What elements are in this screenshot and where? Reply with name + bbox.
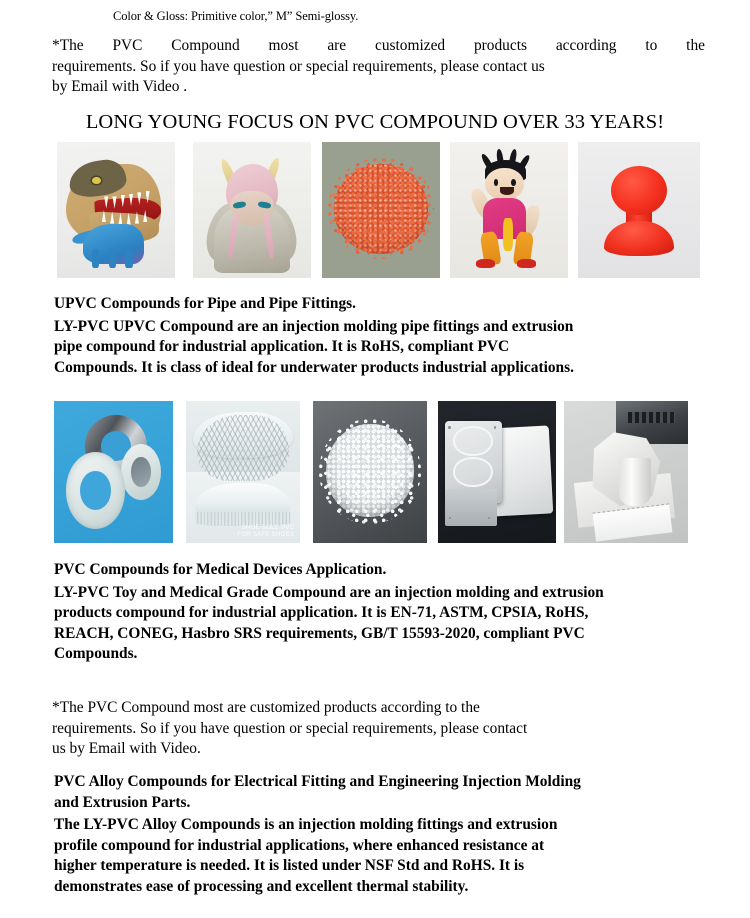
bottom-note-line-1: *The PVC Compound most are customized products according to the <box>52 699 480 716</box>
alloy-section <box>54 772 704 897</box>
medical-line-4: Compounds. <box>54 645 138 662</box>
photo-boy-cartoon-figurine <box>450 142 568 278</box>
photo-winged-figurine-toy <box>193 142 311 278</box>
alloy-heading-line-2: and Extrusion Parts. <box>54 793 191 811</box>
photo-t-rex-dinosaur-toy <box>57 142 175 278</box>
upvc-section <box>54 294 704 378</box>
alloy-heading-line-1: PVC Alloy Compounds for Electrical Fitting and Engineering Injection Molding <box>54 773 581 790</box>
photo-red-rubber-knob <box>578 142 700 278</box>
bottom-note-line-2: requirements. So if you have question or special requirements, please contact <box>52 719 528 737</box>
medical-line-3: REACH, CONEG, Hasbro SRS requirements, GB/T 15593-2020, compliant PVC <box>54 624 585 642</box>
top-note-line-1: *The PVC Compound most are customized products according to the <box>52 37 705 54</box>
photo-orange-pvc-pellets <box>322 142 440 278</box>
medical-line-2: products compound for industrial application. It is EN-71, ASTM, CPSIA, RoHS, <box>54 604 589 621</box>
top-note-line-2: requirements. So if you have question or special requirements, please contact us <box>52 57 545 75</box>
alloy-line-2: profile compound for industrial applications, where enhanced resistance at <box>54 836 545 854</box>
upvc-heading: UPVC Compounds for Pipe and Pipe Fittings. <box>54 295 357 312</box>
medical-line-1: LY-PVC Toy and Medical Grade Compound are an injection molding and extrusion <box>54 583 604 601</box>
bottom-note-line-3: us by Email with Video. <box>52 740 201 757</box>
alloy-line-4: demonstrates ease of processing and excellent thermal stability. <box>54 877 469 895</box>
top-customization-note <box>52 36 705 98</box>
upvc-line-1: LY-PVC UPVC Compound are an injection molding pipe fittings and extrusion <box>54 317 574 335</box>
photo-white-molded-part <box>564 401 688 543</box>
sole-watermark-text: SHOE SOLE PVC FOR SAFE SHOES <box>237 524 295 538</box>
top-note-line-3: by Email with Video . <box>52 78 188 95</box>
bottom-customization-note <box>52 698 687 760</box>
color-gloss-caption: Color & Gloss: Primitive color,” M” Semi-glossy. <box>113 9 359 23</box>
photo-pvc-gasket-rings <box>54 401 173 543</box>
photo-shoe-sole-insole <box>186 401 300 543</box>
photo-white-junction-box <box>438 401 556 543</box>
medical-heading: PVC Compounds for Medical Devices Application. <box>54 561 387 578</box>
upvc-line-3: Compounds. It is class of ideal for underwater products industrial applications. <box>54 358 574 376</box>
alloy-line-1: The LY-PVC Alloy Compounds is an injection molding fittings and extrusion <box>54 816 558 833</box>
upvc-line-2: pipe compound for industrial application. It is RoHS, compliant PVC <box>54 338 510 355</box>
page-headline: LONG YOUNG FOCUS ON PVC COMPOUND OVER 33 YEARS! <box>85 111 665 133</box>
medical-section <box>54 560 704 665</box>
photo-white-pvc-pellets <box>313 401 427 543</box>
alloy-line-3: higher temperature is needed. It is listed under NSF Std and RoHS. It is <box>54 857 525 874</box>
